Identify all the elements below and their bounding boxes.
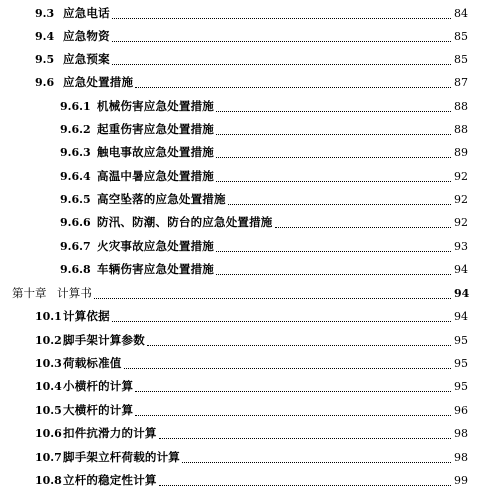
toc-title: 应急电话 [63,6,110,20]
toc-entry-9-6-1[interactable] [60,96,468,116]
toc-page-number: 92 [454,215,468,229]
toc-page-number: 95 [454,356,468,370]
toc-number: 10.6 [35,426,62,440]
toc-entry-10-2[interactable] [35,330,468,350]
toc-title: 脚手架立杆荷载的计算 [63,450,180,464]
toc-number: 9.6.3 [60,145,91,159]
toc-title: 应急物资 [63,29,110,43]
toc-entry-10-1[interactable] [35,306,468,326]
toc-entry-9-6-3[interactable] [60,142,468,162]
toc-number: 10.8 [35,473,62,487]
dot-leader [112,18,451,19]
toc-page-number: 93 [454,239,468,253]
toc-entry-10-3[interactable] [35,353,468,373]
toc-number: 9.6.1 [60,99,91,113]
toc-page-number: 89 [454,145,468,159]
toc-number: 9.5 [35,52,55,66]
dot-leader [216,181,451,182]
toc-title: 防汛、防潮、防台的应急处置措施 [97,215,273,229]
dot-leader [159,485,451,486]
toc-number: 9.6.5 [60,192,91,206]
dot-leader [112,321,451,322]
toc-entry-9-5[interactable] [35,49,468,69]
toc-number: 9.4 [35,29,55,43]
toc-entry-10-7[interactable] [35,447,468,467]
toc-number: 9.3 [35,6,55,20]
toc-page-number: 94 [454,309,468,323]
toc-page-number: 84 [454,6,468,20]
toc-page-number: 94 [454,262,468,276]
dot-leader [216,251,451,252]
dot-leader [228,204,451,205]
dot-leader [135,391,451,392]
toc-title: 大横杆的计算 [63,403,134,417]
toc-title: 扣件抗滑力的计算 [63,426,157,440]
toc-entry-9-6-8[interactable] [60,259,468,279]
toc-page-number: 94 [454,286,470,300]
dot-leader [112,64,451,65]
toc-page-number: 95 [454,333,468,347]
toc-title: 火灾事故应急处置措施 [97,239,214,253]
toc-number: 9.6.6 [60,215,91,229]
toc-number: 9.6.7 [60,239,91,253]
toc-number: 10.4 [35,379,62,393]
toc-page-number: 98 [454,450,468,464]
toc-title: 起重伤害应急处置措施 [97,122,214,136]
toc-number: 10.2 [35,333,62,347]
dot-leader [216,134,451,135]
toc-entry-9-6-5[interactable] [60,189,468,209]
toc-chapter-number: 第十章 [12,286,47,300]
toc-chapter-10[interactable] [12,283,468,303]
toc-page-number: 87 [454,75,468,89]
toc-number: 9.6 [35,75,55,89]
toc-entry-9-6[interactable] [35,72,468,92]
toc-entry-9-6-4[interactable] [60,166,468,186]
toc-entry-10-6[interactable] [35,423,468,443]
toc-title: 小横杆的计算 [63,379,134,393]
toc-title: 荷载标准值 [63,356,122,370]
toc-title: 脚手架计算参数 [63,333,145,347]
toc-number: 9.6.8 [60,262,91,276]
toc-title: 高温中暑应急处置措施 [97,169,214,183]
toc-title: 应急预案 [63,52,110,66]
toc-page-number: 95 [454,379,468,393]
toc-title: 车辆伤害应急处置措施 [97,262,214,276]
toc-page-number: 99 [454,473,468,487]
toc-entry-10-8[interactable] [35,470,468,490]
dot-leader [135,415,451,416]
dot-leader [182,462,451,463]
toc-page-number: 96 [454,403,468,417]
dot-leader [112,41,451,42]
toc-page-number: 98 [454,426,468,440]
toc-page-number: 85 [454,52,468,66]
toc-page-number: 88 [454,99,468,113]
toc-page-number: 88 [454,122,468,136]
toc-title: 应急处置措施 [63,75,134,89]
toc-entry-9-6-7[interactable] [60,236,468,256]
toc-page-number: 92 [454,192,468,206]
toc-title: 高空坠落的应急处置措施 [97,192,226,206]
toc-title: 机械伤害应急处置措施 [97,99,214,113]
toc-number: 9.6.2 [60,122,91,136]
toc-page-number: 92 [454,169,468,183]
dot-leader [216,111,451,112]
dot-leader [216,157,451,158]
toc-title: 计算书 [57,286,93,300]
dot-leader [94,298,451,299]
toc-page-number: 85 [454,29,468,43]
toc-number: 10.3 [35,356,62,370]
dot-leader [275,227,452,228]
toc-number: 10.1 [35,309,62,323]
toc-entry-9-6-2[interactable] [60,119,468,139]
toc-entry-10-4[interactable] [35,376,468,396]
dot-leader [147,345,451,346]
toc-entry-10-5[interactable] [35,400,468,420]
toc-title: 计算依据 [63,309,110,323]
dot-leader [216,274,451,275]
dot-leader [159,438,451,439]
toc-entry-9-3[interactable] [35,3,468,23]
toc-entry-9-6-6[interactable] [60,212,468,232]
toc-entry-9-4[interactable] [35,26,468,46]
toc-number: 10.5 [35,403,62,417]
toc-number: 9.6.4 [60,169,91,183]
toc-title: 立杆的稳定性计算 [63,473,157,487]
toc-number: 10.7 [35,450,62,464]
dot-leader [124,368,452,369]
toc-title: 触电事故应急处置措施 [97,145,214,159]
dot-leader [135,87,451,88]
